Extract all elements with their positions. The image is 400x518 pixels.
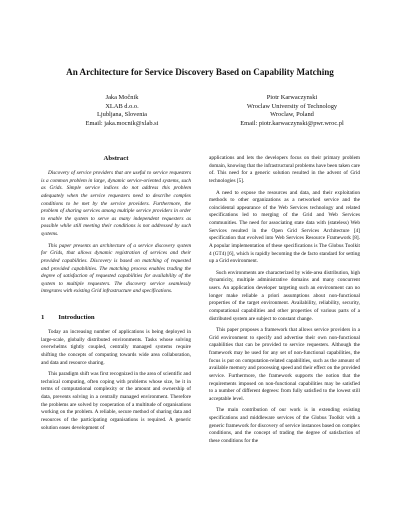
section-title: Introduction <box>58 314 95 321</box>
body-paragraph: applications and lets the developers focus on their primary problem domain, knowing that the infrastructural problems have been taken care of. This need for a generic solution resulted in the advent of Grid technologies [5]. <box>209 155 360 184</box>
section-number: 1 <box>41 314 45 321</box>
abstract-paragraph: This paper presents an architecture of a service discovery system for Grids, that allows dynamic registration of services and their provided capabilities. Discovery is based on matching of requested and provided capabilities. The matching process enables trading the degree of satisfaction of requested capabilities for availability of the system to multiple requesters. The discovery service seamlessly integrates with existing Grid infrastructure and specifications. <box>41 242 191 295</box>
abstract-section <box>41 155 191 296</box>
right-column <box>209 155 360 446</box>
body-paragraph: Such environments are characterized by wide-area distribution, high dynamicity, multiple administrative domains and many concurrent users. An application developer targeting such an environment can no longer make reliable a priori assumptions about non-functional properties of the target environment. Availability, reliability, security, computational capabilities and other properties of various parts of a distributed system are subject to constant change. <box>209 269 360 322</box>
author-affiliation: Wroclaw University of Technology <box>246 102 338 110</box>
author-block-1 <box>42 94 202 128</box>
author-location: Wroclaw, Poland <box>270 111 314 119</box>
body-paragraph: A need to expose the resources and data, and their exploitation methods to other organizations as a networked service and the coincidental appearance of the Web Services technology and related specifications led to merging of the Grid and Web Services communities. The need for associating state data with (stateless) Web Services resulted in the Open Grid Services Architecture [4] specification that evolved into Web Services Resource Framework [8]. A popular implementation of these specifications is The Globus Toolkit 4 (GT4) [6], which is rapidly becoming the de facto standard for setting up a Grid environment. <box>209 189 360 265</box>
author-affiliation: XLAB d.o.o. <box>105 102 139 110</box>
author-name: Piotr Karwaczynski <box>266 94 318 101</box>
abstract-paragraph: Discovery of service providers that are useful to service requesters is a common problem in large, dynamic service-oriented systems, such as Grids. Simple service indices do not address this problem adequately when the service requesters need to describe complex conditions to be met by the service providers. Furthermore, the problem of sharing services among multiple service providers in order to enable the system to serve as many independent requesters as possible while still meeting their conditions is not addressed by such systems. <box>41 170 191 237</box>
body-paragraph: This paper proposes a framework that allows service providers in a Grid environment to specify and advertise their own non-functional capabilities that can be provided to service requesters. Although the framework may be used for any set of non-functional capabilities, the focus is put on computation-related capabilities, such as the amount of available memory and processing speed and their effect on the provided service. Furthermore, the framework supports the notion that the requirements imposed on non-functional capabilities may be satisfied to a number of different degrees: from fully satisfied to the lowest still acceptable level. <box>209 327 360 402</box>
author-email: Email: piotr.karwaczynski@pwr.wroc.pl <box>240 119 344 127</box>
author-location: Ljubljana, Slovenia <box>96 111 148 119</box>
abstract-heading: Abstract <box>103 155 129 162</box>
author-name: Jaka Močnik <box>105 94 139 101</box>
paper-title: An Architecture for Service Discovery Based on Capability Matching <box>66 67 334 77</box>
body-paragraph: This paradigm shift was first recognized in the area of scientific and technical computing, often coping with problems whose size, be it in terms of computational complexity or the amount and ownership of data, prevents solving in a centrally managed environment. Therefore the problems are solved by cooperation of a multitude of organisations working on the problem. A reliable, secure method of sharing data and resources of the participating organisations is required. A generic solution eases development of <box>41 371 192 431</box>
author-email: Email: jaka.mocnik@xlab.si <box>85 119 159 127</box>
body-paragraph: Today an increasing number of applications is being deployed in large-scale, globally distributed environments. Tasks whose solving overwhelms tightly coupled, centrally managed systems require shifting the concepts of computing towards wide area collaboration, and data and resource sharing. <box>41 329 191 366</box>
left-column <box>41 155 191 432</box>
author-block-2 <box>212 94 372 128</box>
section-heading-introduction <box>41 314 191 321</box>
body-paragraph: The main contribution of our work is in extending existing specifications and middleware services of the Globus Toolkit with a generic framework for discovery of service instances based on complex conditions, and the concept of trading the degree of satisfaction of these conditions for the <box>209 407 360 444</box>
